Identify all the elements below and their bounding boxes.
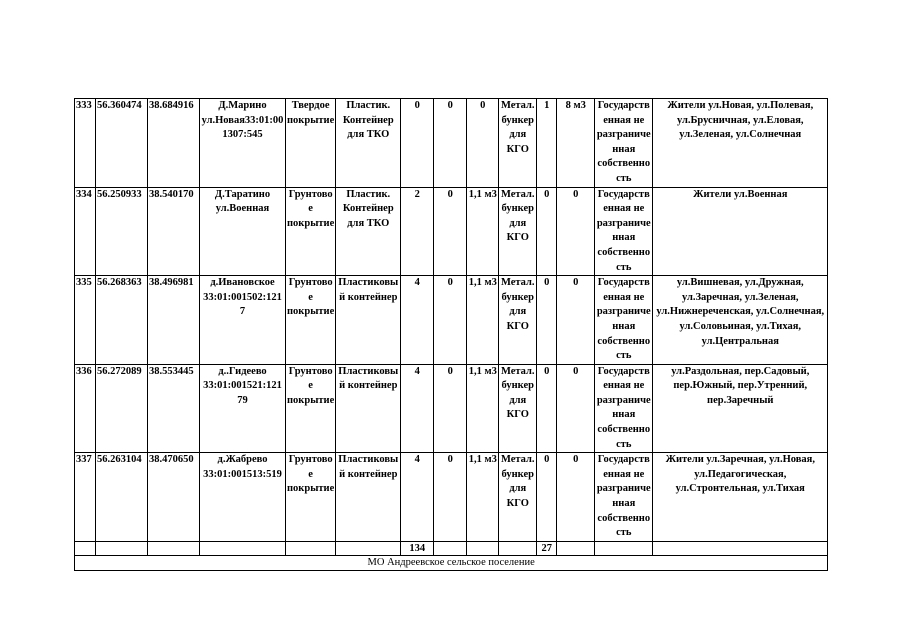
residents-cell: Жители ул.Военная [653,187,828,276]
longitude-cell: 38.684916 [148,99,200,188]
ownership-cell: Государств енная не разграниче нная собственно сть [595,364,653,453]
kgo-volume-cell: 8 м3 [557,99,595,188]
kgo-volume-cell: 0 [557,364,595,453]
table-row [75,276,828,365]
container-count-cell: 4 [401,453,434,542]
planned-count-cell: 0 [434,99,467,188]
surface-cell: Грунтово е покрытие [286,276,336,365]
longitude-cell: 38.470650 [148,453,200,542]
longitude-cell: 38.540170 [148,187,200,276]
residents-cell: ул.Раздольная, пер.Садовый, пер.Южный, пер.Утренний, пер.Заречный [653,364,828,453]
container-volume-cell: 1,1 м3 [467,276,499,365]
table-row [75,187,828,276]
kgo-count-cell: 0 [537,187,557,276]
container-volume-cell: 0 [467,99,499,188]
kgo-count-cell: 0 [537,276,557,365]
kgo-volume-cell: 0 [557,453,595,542]
container-volume-cell: 1,1 м3 [467,187,499,276]
section-title: МО Андреевское сельское поселение [75,555,828,570]
planned-count-cell: 0 [434,276,467,365]
kgo-type-cell: Метал. бункер для КГО [499,187,537,276]
latitude-cell: 56.360474 [96,99,148,188]
container-type-cell: Пластик. Контейнер для ТКО [336,99,401,188]
address-cell: д.Ивановское 33:01:001502:121 7 [200,276,286,365]
address-cell: Д.Таратино ул.Военная [200,187,286,276]
container-volume-cell: 1,1 м3 [467,364,499,453]
kgo-volume-cell: 0 [557,276,595,365]
ownership-cell: Государств енная не разграниче нная собственно сть [595,453,653,542]
table-body [75,99,828,571]
row-number: 336 [75,364,96,453]
residents-cell: Жители ул.Новая, ул.Полевая, ул.Брусничная, ул.Еловая, ул.Зеленая, ул.Солнечная [653,99,828,188]
container-type-cell: Пластиковы й контейнер [336,364,401,453]
longitude-cell: 38.496981 [148,276,200,365]
surface-cell: Грунтово е покрытие [286,187,336,276]
surface-cell: Грунтово е покрытие [286,453,336,542]
totals-row [75,541,828,555]
container-type-cell: Пластиковы й контейнер [336,276,401,365]
surface-cell: Грунтово е покрытие [286,364,336,453]
row-number: 333 [75,99,96,188]
section-row [75,555,828,570]
planned-count-cell: 0 [434,453,467,542]
total-kgo: 27 [537,541,557,555]
container-type-cell: Пластик. Контейнер для ТКО [336,187,401,276]
total-containers: 134 [401,541,434,555]
container-count-cell: 2 [401,187,434,276]
address-cell: д..Гидеево 33:01:001521:121 79 [200,364,286,453]
address-cell: д.Жабрево 33:01:001513:519 [200,453,286,542]
residents-cell: ул.Вишневая, ул.Дружная, ул.Заречная, ул.Зеленая, ул.Нижнереченская, ул.Солнечная, ул.Соловьиная, ул.Тихая, ул.Центральная [653,276,828,365]
ownership-cell: Государств енная не разграниче нная собственно сть [595,276,653,365]
table-row [75,453,828,542]
container-count-cell: 0 [401,99,434,188]
latitude-cell: 56.250933 [96,187,148,276]
kgo-count-cell: 0 [537,364,557,453]
address-cell: Д.Марино ул.Новая33:01:00 1307:545 [200,99,286,188]
planned-count-cell: 0 [434,187,467,276]
row-number: 337 [75,453,96,542]
kgo-type-cell: Метал. бункер для КГО [499,276,537,365]
longitude-cell: 38.553445 [148,364,200,453]
registry-table [74,98,828,571]
kgo-volume-cell: 0 [557,187,595,276]
kgo-type-cell: Метал. бункер для КГО [499,453,537,542]
kgo-type-cell: Метал. бункер для КГО [499,364,537,453]
surface-cell: Твердое покрытие [286,99,336,188]
latitude-cell: 56.272089 [96,364,148,453]
container-count-cell: 4 [401,276,434,365]
ownership-cell: Государств енная не разграниче нная собственно сть [595,99,653,188]
table-row [75,99,828,188]
kgo-type-cell: Метал. бункер для КГО [499,99,537,188]
latitude-cell: 56.268363 [96,276,148,365]
container-type-cell: Пластиковы й контейнер [336,453,401,542]
ownership-cell: Государств енная не разграниче нная собственно сть [595,187,653,276]
row-number: 335 [75,276,96,365]
kgo-count-cell: 1 [537,99,557,188]
table-row [75,364,828,453]
residents-cell: Жители ул.Заречная, ул.Новая, ул.Педагогическая, ул.Стронтельная, ул.Тихая [653,453,828,542]
kgo-count-cell: 0 [537,453,557,542]
planned-count-cell: 0 [434,364,467,453]
container-volume-cell: 1,1 м3 [467,453,499,542]
latitude-cell: 56.263104 [96,453,148,542]
row-number: 334 [75,187,96,276]
container-count-cell: 4 [401,364,434,453]
